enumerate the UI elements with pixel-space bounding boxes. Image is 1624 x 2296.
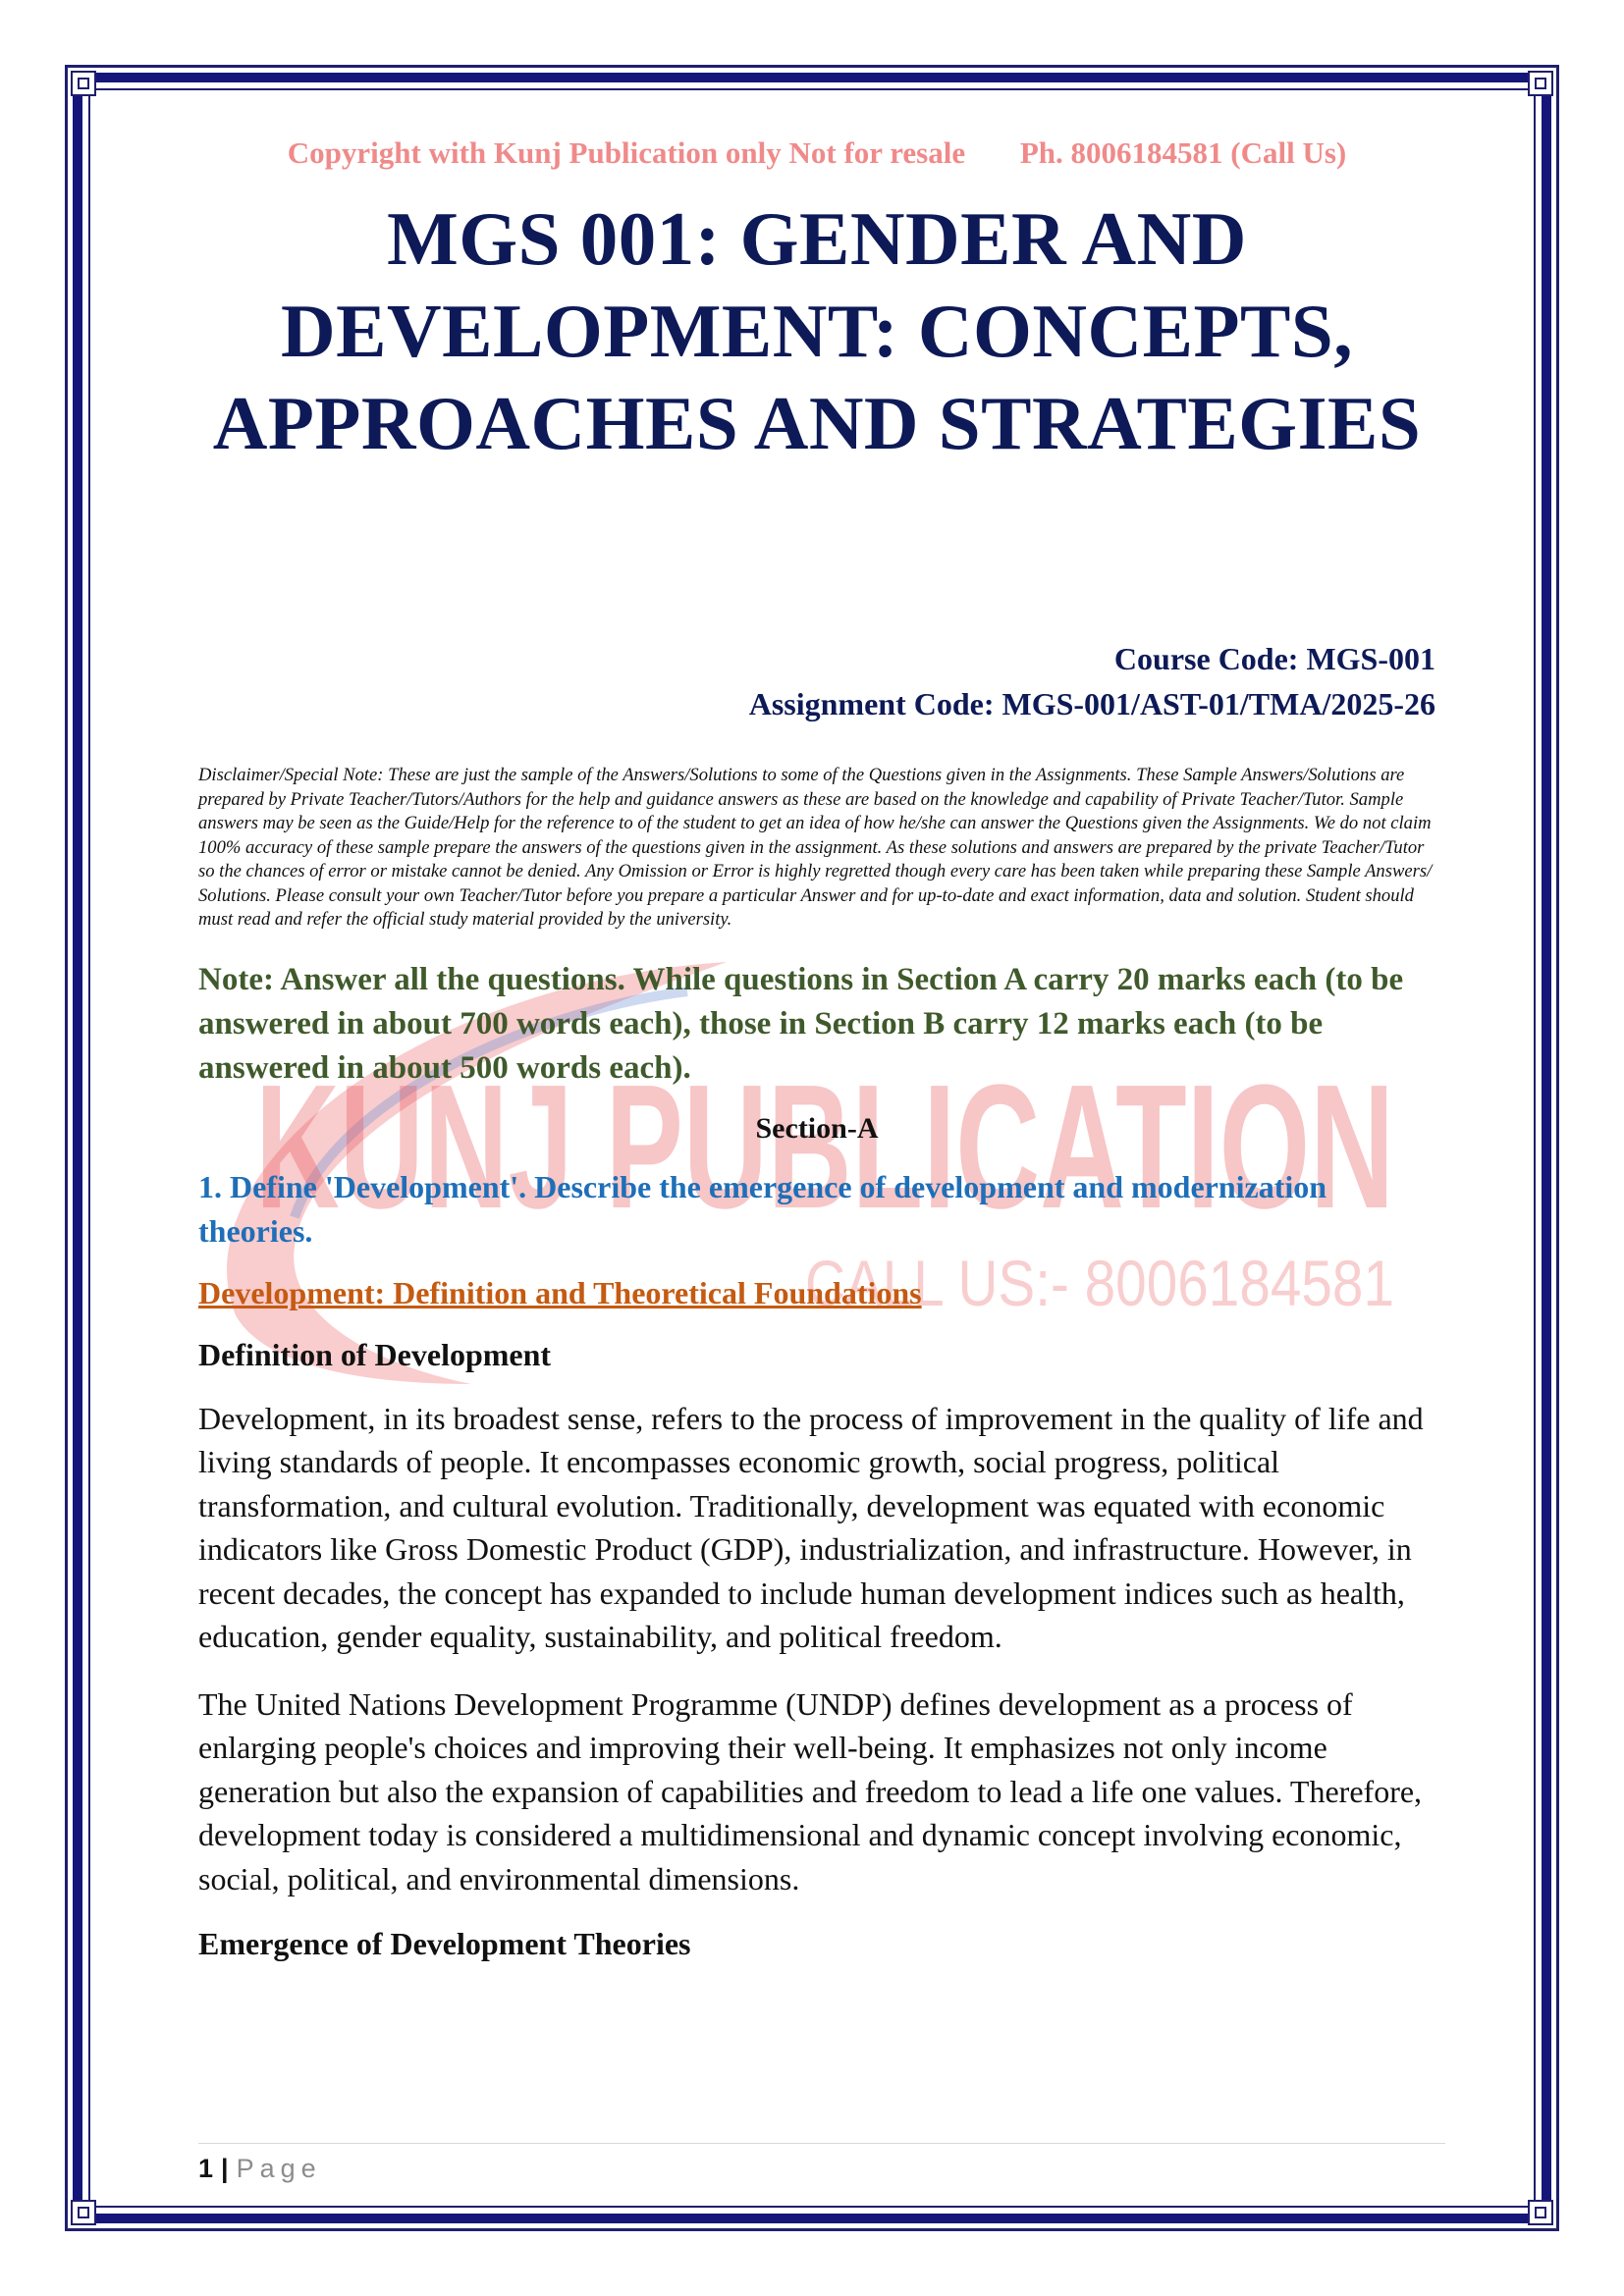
- section-heading: Section-A: [755, 1111, 879, 1145]
- document-title: MGS 001: GENDER AND DEVELOPMENT: CONCEPTS, APPROACHES AND STRATEGIES: [212, 196, 1422, 465]
- footer-separator: |: [221, 2154, 229, 2183]
- corner-ornament-bottom-left: [71, 2200, 96, 2225]
- page-label: Page: [236, 2154, 322, 2183]
- instruction-note: Note: Answer all the questions. While questions in Section A carry 20 marks each (to be answered in about 700 words each), those in Section B carry 12 marks each (to be answered in about 500 words each).: [198, 961, 1404, 1086]
- subheading-definition: Definition of Development: [198, 1336, 552, 1372]
- page-content: [198, 135, 1435, 1962]
- phone-contact: Ph. 8006184581 (Call Us): [1019, 135, 1347, 170]
- course-code: Course Code: MGS-001: [1113, 641, 1435, 676]
- answer-heading: Development: Definition and Theoretical Foundations: [198, 1274, 922, 1310]
- disclaimer-note: Disclaimer/Special Note: These are just the sample of the Answers/Solutions to some of the Questions given in the Assignments. These Sample Answers/Solutions are prepared by Private Teacher/Tutors/Authors for the help and guidance answers as these are based on the knowledge and capability of Private Teacher/Tutor. Sample answers may be seen as the Guide/Help for the reference to of the student to get an idea of how he/she can answer the Questions given the Assignments. We do not claim 100% accuracy of these sample prepare the answers of the questions given in the assignment. As these solutions and answers are prepared by the private Teacher/Tutor so the chances of error or mistake cannot be denied. Any Omission or Error is highly regretted though every care has been taken while preparing these Sample Answers/ Solutions. Please consult your own Teacher/Tutor before you prepare a particular Answer and for up-to-date and exact information, data and solution. Student should must read and refer the official study material provided by the university.: [198, 765, 1433, 930]
- watermark-brand-text: KUNJ PUBLICATION: [255, 1048, 1394, 1246]
- copyright-text: Copyright with Kunj Publication only Not for resale: [287, 135, 966, 170]
- code-block: [198, 636, 1435, 726]
- corner-ornament-top-right: [1528, 71, 1553, 96]
- corner-ornament-top-left: [71, 71, 96, 96]
- paragraph: The United Nations Development Programme (UNDP) defines development as a process of enlarging people's choices and improving their well-being. It emphasizes not only income generation but also the expansion of capabilities and freedom to lead a life one values. Therefore, development today is considered a multidimensional and dynamic concept involving economic, social, political, and environmental dimensions.: [198, 1685, 1423, 1896]
- paragraph: Development, in its broadest sense, refers to the process of improvement in the quality of life and living standards of people. It encompasses economic growth, social progress, political transformation, and cultural evolution. Traditionally, development was equated with economic indicators like Gross Domestic Product (GDP), industrialization, and infrastructure. However, in recent decades, the concept has expanded to include human development indices such as health, education, gender equality, sustainability, and political freedom.: [198, 1400, 1424, 1654]
- subheading-emergence: Emergence of Development Theories: [198, 1926, 691, 1961]
- corner-ornament-bottom-right: [1528, 2200, 1553, 2225]
- page-footer: [198, 2143, 1445, 2184]
- copyright-header: [198, 135, 1435, 171]
- page-number: 1: [198, 2154, 214, 2183]
- assignment-code: Assignment Code: MGS-001/AST-01/TMA/2025-26: [748, 686, 1435, 721]
- question-1: 1. Define 'Development'. Describe the emergence of development and modernization theories.: [198, 1168, 1327, 1249]
- watermark-contact-text: CALL US:- 8006184581: [805, 1247, 1394, 1319]
